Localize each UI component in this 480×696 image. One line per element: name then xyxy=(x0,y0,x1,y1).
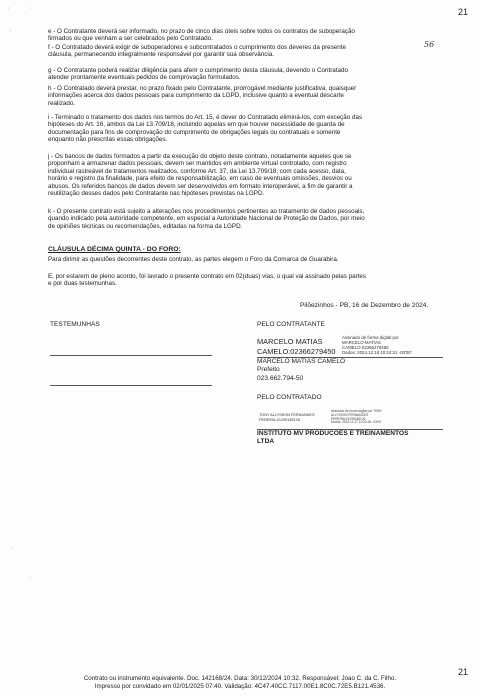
contratante-cpf: 023.662.794-50 xyxy=(257,375,304,382)
clause-f: f - O Contratado deverá exigir de suboperadores e subcontratados o cumprimento dos deveres da presente cláusula, permanecendo integralmente responsável por garantir sua observância. xyxy=(48,44,346,59)
witnesses-label: TESTEMUNHAS xyxy=(50,321,100,328)
scan-mark: ʼ xyxy=(30,578,32,584)
place-date: Pilõezinhos - PB, 16 de Dezembro de 2024. xyxy=(300,302,429,309)
clause-h: h - O Contratado deverá prestar, no prazo fixado pelo Contratante, prorrogável mediante justificativa, quaisquer informações acerca dos dados pessoais para cumprimento da LGPD, inclusive quanto a eventual descarte realizado. xyxy=(48,85,357,107)
scan-mark: ʼ xyxy=(30,8,32,14)
page-number-bottom: 21 xyxy=(458,667,469,677)
clause-15-heading: CLÁUSULA DÉCIMA QUINTA - DO FORO: xyxy=(48,246,181,253)
contratante-name: MARCELO MATIAS CAMELO xyxy=(257,358,346,365)
clause-e: e - O Contratante deverá ser informado, no prazo de cinco dias úteis sobre todos os contratos de suboperação firmados ou que venham a ser celebrados pelo Contratado. xyxy=(48,28,355,43)
contratante-role: Prefeito xyxy=(257,366,280,373)
contratante-signer: MARCELO MATIAS CAMELO:02366279450 xyxy=(257,337,336,356)
witness-2-signature-line xyxy=(50,385,212,386)
contratado-signer: TONY ALLYSSON FERNANDES PEREIRA:01299185126 xyxy=(259,413,315,423)
clause-j: j - Os bancos de dados formados a partir da execução do objeto deste contrato, notadamente aqueles que se proponham a armazenar dados pessoais, devem ser mantidos em ambiente virtual controlado, com registro individual rastreável de tratamentos realizados, conforme Art. 37, da Lei 13.709/18, com cada acesso, data, horário e registro da finalidade, para efeito de responsabilização, em caso de eventuais omissões, desvios ou abusos. Os referidos bancos de dados devem ser desenvolvidos em formato interoperável, a fim de garantir a reutilização desses dados pelo Contratante nas hipóteses previstas na LGPD. xyxy=(48,153,353,198)
handwritten-page-note: 56 xyxy=(424,40,435,49)
witness-1-signature-line xyxy=(50,355,212,356)
scan-mark: ʼ xyxy=(10,30,12,36)
clause-k: k - O presente contrato está sujeito a alterações nos procedimentos pertinentes ao tratamento de dados pessoais, quando indicado pela autoridade competente, em especial a Autoridade Nacional de Proteção de Dados, por meio de opiniões técnicas ou recomendações, editadas na forma da LGPD. xyxy=(48,208,365,230)
clause-g: g - O Contratante poderá realizar diligência para aferir o cumprimento desta cláusula, devendo o Contratado atender prontamente eventuais pedidos de comprovação formulados. xyxy=(48,67,348,82)
clause-15-text: Para dirimir as questões decorrentes deste contrato, as partes elegem o Foro da Comarca de Guarabira. xyxy=(48,256,339,263)
contratante-digital-signature: Assinado de forma digital por MARCELO MATIAS CAMELO:02366279450 Dados: 2024.12.18 10:24:21 -03'00' xyxy=(342,335,412,355)
closing-paragraph: E, por estarem de pleno acordo, foi lavrado o presente contrato em 02(duas) vias, o qual vai assinado pelas partes e por duas testemunhas. xyxy=(48,273,366,288)
clause-i: i - Terminado o tratamento dos dados nos termos do Art. 15, é dever do Contratado eliminá-los, com exceção das hipóteses do Art. 16, ambos da Lei 13.709/18, incluindo aquelas em que houver necessidade de guarda de documentação para fins de comprovação do cumprimento de obrigações legais ou contratuais e somente enquanto não prescritas essas obrigações. xyxy=(48,114,363,144)
contratante-label: PELO CONTRATANTE xyxy=(257,321,325,328)
scan-mark: ʼ xyxy=(12,548,14,554)
contratado-company: INSTITUTO MV PRODUCOES E TREINAMENTOS LTDA xyxy=(257,430,409,445)
footer-validation: Contrato ou instrumento equivalente. Doc. 142168/24. Data: 30/12/2024 10:32. Responsável: Joao C. da C. Filho. Impresso por convidado em 02/01/2025 07:40. Validação: 4C47.40CC.7117.00E1.8C0C.72E5.B121.4536. xyxy=(83,675,397,690)
contratado-label: PELO CONTRATADO xyxy=(257,394,322,401)
page-number-top: 21 xyxy=(458,7,469,17)
scan-mark: ʼ xyxy=(8,8,10,14)
contratado-digital-signature: Assinado de forma digital por TONY ALLYSSON FERNANDES PEREIRA:01299185126 Dados: 2024.12.17 10:03:36 -03'00' xyxy=(331,409,382,425)
